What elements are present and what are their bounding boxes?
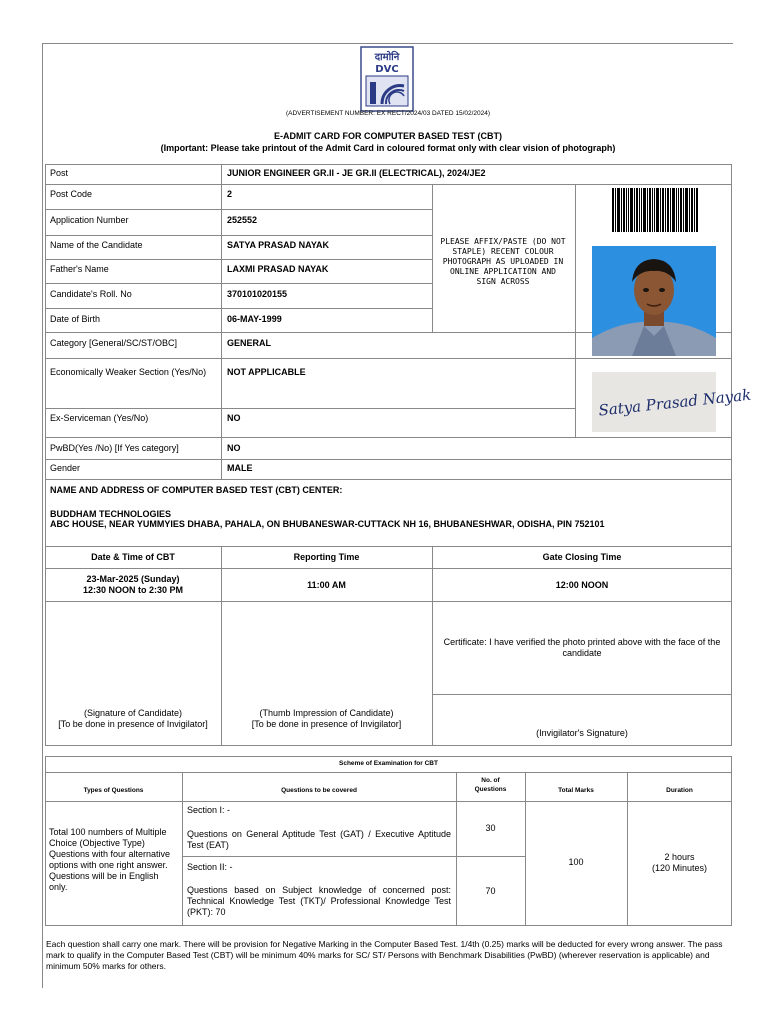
center-name: BUDDHAM TECHNOLOGIES (50, 509, 171, 519)
dvc-logo (360, 46, 414, 112)
label-father-name: Father's Name (50, 264, 109, 274)
header-types-of-questions: Types of Questions (83, 787, 144, 794)
certificate-text: Certificate: I have verified the photo printed above with the face of the candidate (443, 637, 721, 658)
thumb-impression-label: (Thumb Impression of Candidate) (259, 708, 394, 718)
header-gate-closing: Gate Closing Time (542, 552, 622, 562)
center-address: ABC HOUSE, NEAR YUMMYIES DHABA, PAHALA, ON BHUBANESWAR-CUTTACK NH 16, BHUBANESHWAR, ODISHA, PIN 752101 (50, 519, 605, 529)
section-2-text: Questions based on Subject knowledge of concerned post: Technical Knowledge Test (TKT)/ Professional Knowledge Test (PKT): 70 (187, 885, 451, 917)
affix-photo-note: PLEASE AFFIX/PASTE (DO NOT STAPLE) RECENT COLOUR PHOTOGRAPH AS UPLOADED IN ONLINE APPLICATION AND SIGN ACROSS (440, 237, 566, 286)
label-candidate-name: Name of the Candidate (50, 240, 143, 250)
svg-text:दामोनि: दामोनि (374, 52, 400, 63)
label-application-number: Application Number (50, 215, 129, 225)
duration-value-2: (120 Minutes) (651, 863, 708, 873)
label-category: Category [General/SC/ST/OBC] (50, 338, 178, 348)
admit-card-subtitle: (Important: Please take printout of the Admit Card in coloured format only with clear vision of photograph) (160, 143, 616, 153)
marking-instructions: Each question shall carry one mark. There will be provision for Negative Marking in the Computer Based Test. 1/4th (0.25) marks will be deducted for every wrong answer. The pass mark to qualify in the Computer Based Test (CBT) will be minimum 40% marks for SC/ ST/ Persons with Benchmark Disabilities (PwBD) (wherever reservation is applicable) and minimum 50% marks for others. (46, 939, 723, 971)
section-2-title: Section II: - (187, 862, 233, 872)
exam-time: 12:30 NOON to 2:30 PM (82, 585, 184, 595)
scheme-title: Scheme of Examination for CBT (339, 760, 438, 767)
thumb-impression-note: [To be done in presence of Invigilator] (251, 719, 402, 729)
reporting-time: 11:00 AM (307, 580, 346, 590)
page-border-top (43, 43, 733, 44)
section-1-text: Questions on General Aptitude Test (GAT) / Executive Aptitude Test (EAT) (187, 829, 451, 850)
value-application-number: 252552 (227, 215, 258, 225)
exam-date: 23-Mar-2025 (Sunday) (86, 574, 180, 584)
label-ews: Economically Weaker Section (Yes/No) (50, 367, 207, 377)
svg-text:Satya Prasad Nayak: Satya Prasad Nayak (597, 385, 752, 420)
candidate-signature-label: (Signature of Candidate) (83, 708, 183, 718)
section-1-count: 30 (485, 823, 496, 833)
value-post-code: 2 (227, 189, 233, 199)
types-of-questions-text: Total 100 numbers of Multiple Choice (Objective Type) Questions with four alternative options with one right answer. Questions will be in English only. (49, 827, 171, 892)
label-gender: Gender (50, 463, 81, 473)
header-reporting-time: Reporting Time (293, 552, 360, 562)
header-questions-covered: Questions to be covered (281, 787, 357, 794)
label-ex-serviceman: Ex-Serviceman (Yes/No) (50, 413, 149, 423)
value-post: JUNIOR ENGINEER GR.II - JE GR.II (ELECTRICAL), 2024/JE2 (227, 168, 486, 178)
value-dob: 06-MAY-1999 (227, 314, 282, 324)
header-no-of-questions-2: Questions (474, 786, 507, 793)
value-ex-serviceman: NO (227, 413, 241, 423)
label-post: Post (50, 168, 69, 178)
section-2-count: 70 (485, 886, 496, 896)
header-no-of-questions-1: No. of (481, 777, 500, 784)
label-post-code: Post Code (50, 189, 93, 199)
label-pwbd: PwBD(Yes /No) [If Yes category] (50, 443, 179, 453)
duration-value-1: 2 hours (664, 852, 695, 862)
svg-text:DVC: DVC (375, 64, 399, 75)
value-ews: NOT APPLICABLE (227, 367, 306, 377)
header-duration: Duration (666, 787, 693, 794)
candidate-photo (592, 246, 716, 356)
header-total-marks: Total Marks (558, 787, 594, 794)
candidate-signature-note: [To be done in presence of Invigilator] (58, 719, 208, 729)
value-pwbd: NO (227, 443, 241, 453)
page-border-left (42, 43, 43, 988)
value-father-name: LAXMI PRASAD NAYAK (227, 264, 329, 274)
admit-card-title: E-ADMIT CARD FOR COMPUTER BASED TEST (CBT) (274, 131, 502, 141)
center-heading: NAME AND ADDRESS OF COMPUTER BASED TEST (CBT) CENTER: (50, 485, 343, 495)
value-candidate-name: SATYA PRASAD NAYAK (227, 240, 330, 250)
gate-closing-time: 12:00 NOON (555, 580, 609, 590)
barcode-image (612, 188, 698, 232)
label-roll-no: Candidate's Roll. No (50, 289, 132, 299)
header-date-time: Date & Time of CBT (91, 552, 175, 562)
advertisement-number: (ADVERTISEMENT NUMBER: EX RECT/2024/03 DATED 15/02/2024) (285, 110, 491, 117)
invigilator-signature-label: (Invigilator's Signature) (536, 728, 628, 738)
value-gender: MALE (227, 463, 253, 473)
total-marks-value: 100 (568, 857, 584, 867)
value-roll-no: 370101020155 (227, 289, 288, 299)
section-1-title: Section I: - (187, 805, 231, 815)
value-category: GENERAL (227, 338, 272, 348)
candidate-signature-image (592, 372, 752, 432)
label-dob: Date of Birth (50, 314, 101, 324)
